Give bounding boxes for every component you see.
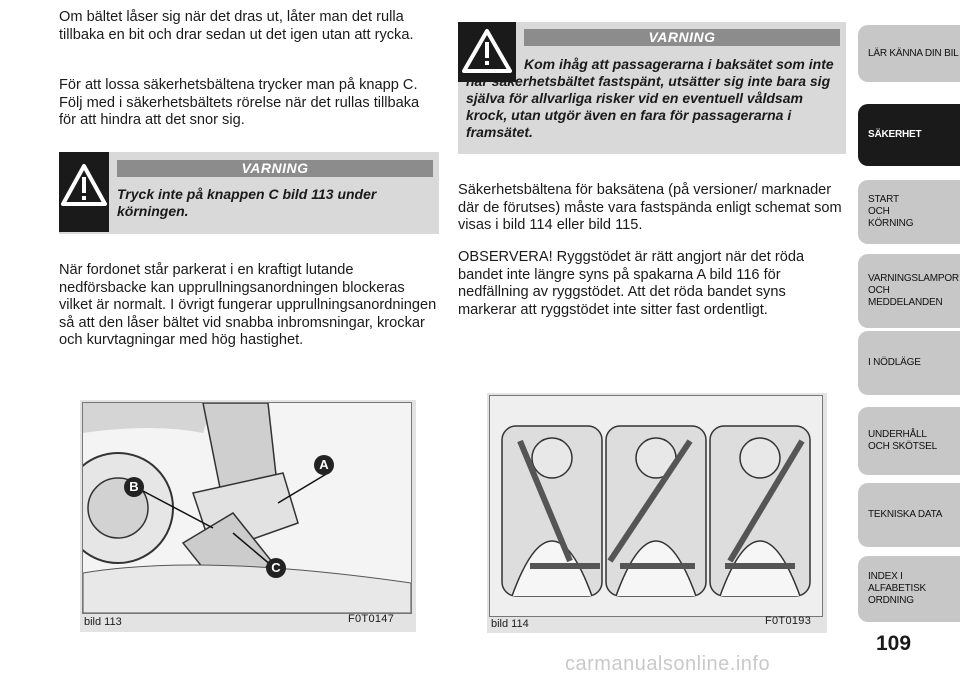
figure-code: F0T0147 [348, 613, 395, 625]
label-c-marker: C [266, 558, 286, 578]
figure-114 [487, 393, 827, 633]
figure-code: F0T0193 [765, 615, 812, 627]
tab-varningslampor[interactable]: VARNINGSLAMPOR OCH MEDDELANDEN [858, 254, 960, 328]
warning-box-left [59, 152, 439, 234]
page-number: 109 [876, 632, 912, 655]
left-paragraph-1: Om bältet låser sig när det dras ut, låter man det rulla tillbaka en bit och drar sedan ut det igen utan att rycka. [59, 9, 414, 43]
tab-start-och-korning[interactable]: START OCH KÖRNING [858, 180, 960, 244]
figure-114-frame [489, 395, 823, 617]
warning-heading: VARNING [117, 160, 433, 177]
left-paragraph-3: När fordonet står parkerat i en kraftigt lutande nedförsbacke kan upprullningsanordningen blockeras vilket är normalt. I övrigt fungerar upprullningsanordningen så att den låser bältet vid snabba inbromsningar, krockar och kurvtagningar med hög hastighet. [59, 262, 437, 349]
tab-tekniska-data[interactable]: TEKNISKA DATA [858, 483, 960, 547]
watermark: carmanualsonline.info [565, 653, 771, 675]
warning-box-right [458, 22, 846, 154]
figure-113-frame [82, 402, 412, 614]
tab-lar-kanna-din-bil[interactable]: LÄR KÄNNA DIN BIL [858, 25, 960, 82]
tab-index[interactable]: INDEX I ALFABETISK ORDNING [858, 556, 960, 622]
label-a-marker: A [314, 455, 334, 475]
rear-seat-belts-illustration [490, 396, 822, 616]
left-paragraph-2: För att lossa säkerhetsbältena trycker man på knapp C. Följ med i säkerhetsbältets rörelse när det rullas tillbaka för att hindra att det snor sig. [59, 77, 420, 129]
warning-text: Tryck inte på knappen C bild 113 under körningen. [117, 186, 377, 219]
right-paragraph-1: Säkerhetsbältena för baksätena (på versioner/ marknader där de förutses) måste vara fastspända enligt schemat som visas i bild 114 eller bild 115. [458, 182, 842, 234]
warning-text: Kom ihåg att passagerarna i baksätet som inte har säkerhetsbältet fastspänt, utsätter sig inte bara sig själva för allvarliga risker vid en eventuell våldsam krock, utan utgör även en fara för passagerarna i framsätet. [466, 56, 834, 140]
seatbelt-buckle-illustration [83, 403, 411, 613]
figure-caption: bild 113 [84, 616, 122, 628]
figure-caption: bild 114 [491, 618, 529, 630]
warning-triangle-icon [59, 152, 109, 232]
label-b-marker: B [124, 477, 144, 497]
right-paragraph-2: OBSERVERA! Ryggstödet är rätt angjort när det röda bandet inte längre syns på spakarna A bild 116 för nedfällning av ryggstödet. Att det röda bandet syns markerar att ryggstödet inte sitter fast ordentligt. [458, 249, 805, 318]
tab-i-nodlage[interactable]: I NÖDLÄGE [858, 331, 960, 395]
tab-sakerhet[interactable]: SÄKERHET [858, 104, 960, 166]
figure-113 [80, 400, 416, 632]
warning-heading: VARNING [524, 29, 840, 46]
tab-underhall-och-skotsel[interactable]: UNDERHÅLL OCH SKÖTSEL [858, 407, 960, 475]
